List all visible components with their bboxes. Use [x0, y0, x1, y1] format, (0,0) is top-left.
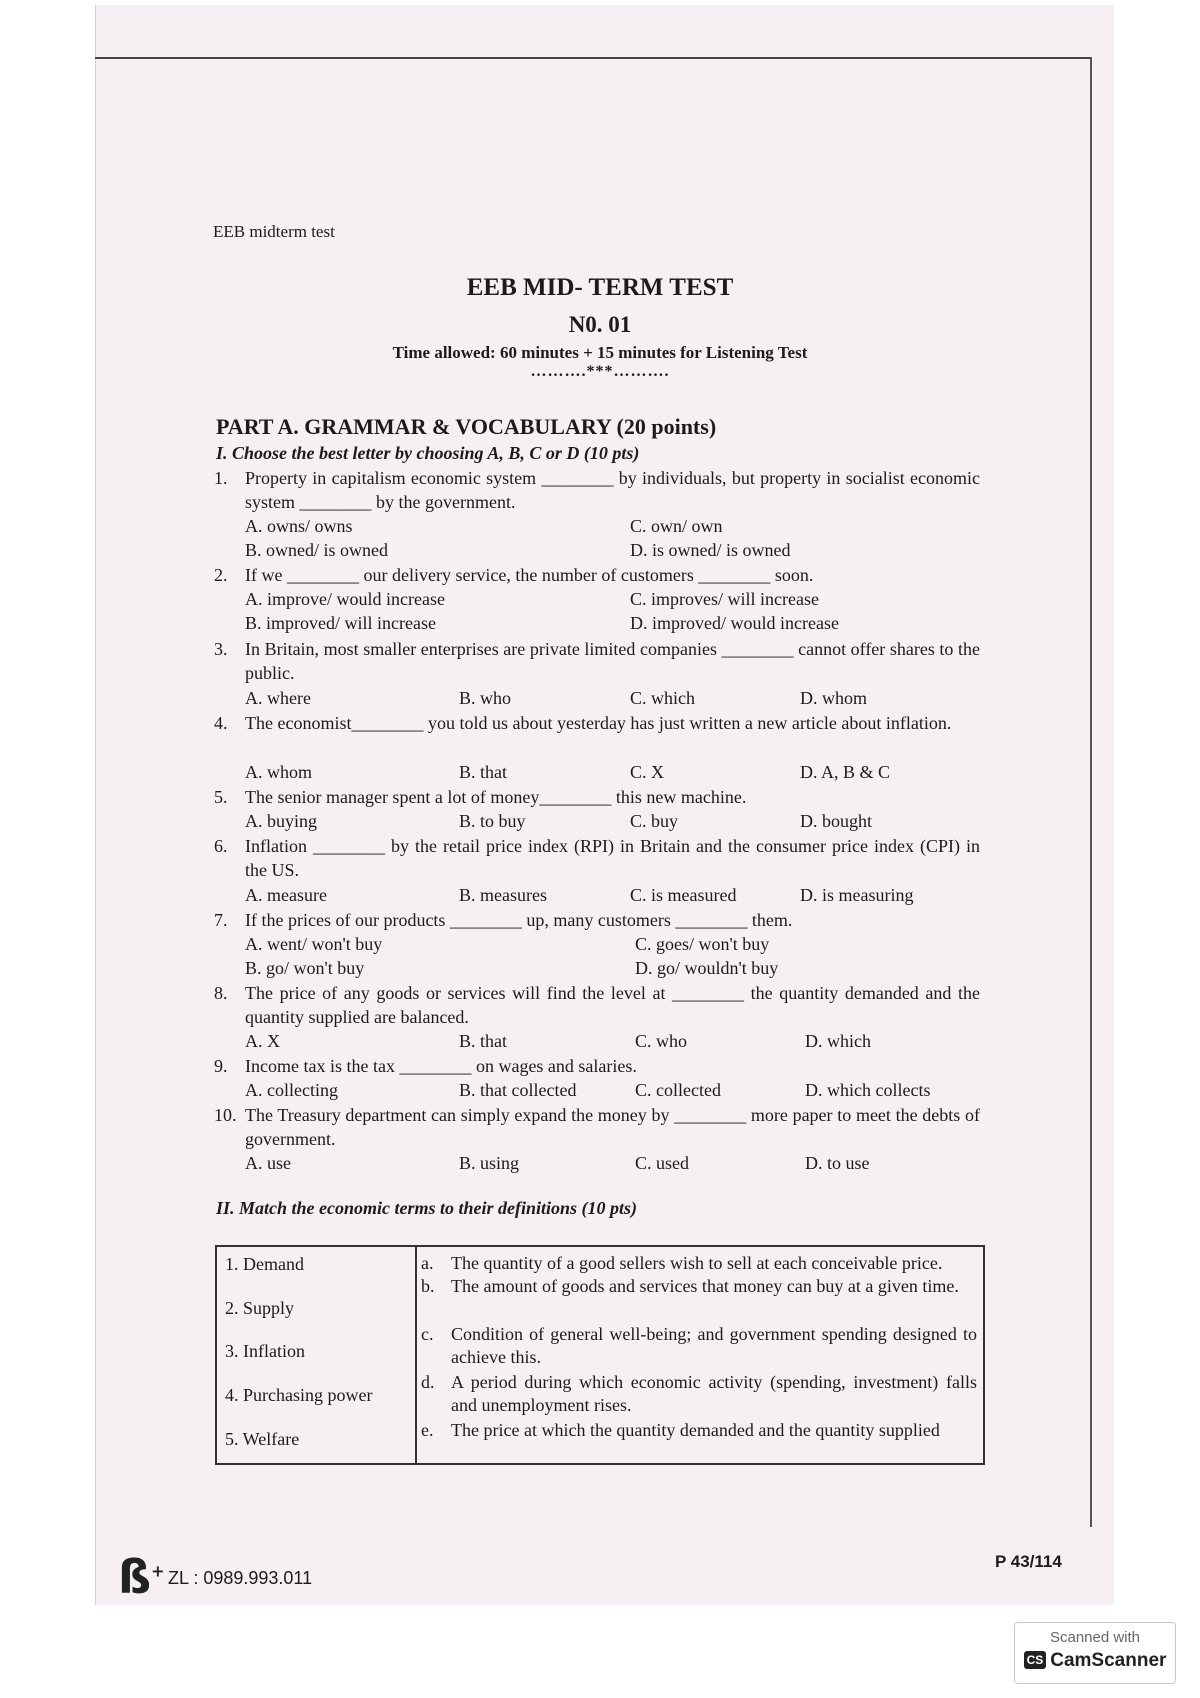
option-d: D. go/ wouldn't buy — [635, 958, 779, 978]
option-d: D. A, B & C — [800, 762, 891, 782]
question-text: Inflation ________ by the retail price index (RPI) in Britain and the consumer price index (CPI) in the US. — [245, 836, 980, 880]
option-d: D. is measuring — [800, 885, 914, 905]
option-d: D. to use — [805, 1153, 870, 1173]
question-number: 10. — [214, 1105, 237, 1125]
option-b: B. go/ won't buy — [245, 958, 365, 978]
term-supply: 2. Supply — [225, 1298, 295, 1318]
test-title: EEB MID- TERM TEST — [466, 274, 734, 301]
question-10 — [214, 1103, 980, 1151]
question-5 — [214, 785, 980, 809]
watermark-line1: Scanned with — [1049, 1629, 1141, 1646]
question-number: 2. — [214, 565, 228, 585]
section2-title: II. Match the economic terms to their definitions (10 pts) — [216, 1198, 638, 1218]
definition-letter: d. — [421, 1372, 435, 1392]
table-divider — [415, 1247, 417, 1463]
definition-b — [421, 1275, 977, 1298]
option-a: A. use — [245, 1153, 291, 1173]
separator: ……….***………. — [530, 363, 670, 380]
definition-letter: c. — [421, 1324, 434, 1344]
question-text: In Britain, most smaller enterprises are private limited companies ________ cannot offer shares to the public. — [245, 639, 980, 683]
option-d: D. which — [805, 1031, 871, 1051]
definition-text: The quantity of a good sellers wish to sell at each conceivable price. — [451, 1253, 943, 1273]
option-a: A. collecting — [245, 1080, 338, 1100]
question-number: 4. — [214, 713, 228, 733]
test-number: N0. 01 — [568, 312, 632, 337]
option-d: D. whom — [800, 688, 867, 708]
term-welfare: 5. Welfare — [225, 1429, 300, 1449]
page-number: P 43/114 — [995, 1552, 1062, 1571]
question-2 — [214, 563, 980, 587]
definition-text: Condition of general well-being; and government spending designed to achieve this. — [451, 1324, 977, 1367]
question-8 — [214, 981, 980, 1029]
option-c: C. is measured — [630, 885, 737, 905]
question-number: 7. — [214, 910, 228, 930]
option-a: A. improve/ would increase — [245, 589, 445, 609]
question-text: The price of any goods or services will find the level at ________ the quantity demanded and the quantity supplied are balanced. — [245, 983, 980, 1027]
time-allowed: Time allowed: 60 minutes + 15 minutes for Listening Test — [392, 343, 808, 362]
question-number: 6. — [214, 836, 228, 856]
camscanner-icon: CS — [1024, 1651, 1047, 1669]
option-a: A. buying — [245, 811, 317, 831]
watermark-brand: CamScanner — [1050, 1650, 1167, 1671]
question-text: The economist________ you told us about yesterday has just written a new article about inflation. — [245, 713, 952, 733]
question-number: 3. — [214, 639, 228, 659]
option-c: C. which — [630, 688, 695, 708]
question-text: Income tax is the tax ________ on wages and salaries. — [245, 1056, 637, 1076]
option-b: B. owned/ is owned — [245, 540, 388, 560]
question-number: 9. — [214, 1056, 228, 1076]
option-c: C. goes/ won't buy — [635, 934, 770, 954]
option-a: A. whom — [245, 762, 312, 782]
definition-letter: b. — [421, 1276, 435, 1296]
term-purchasing-power: 4. Purchasing power — [225, 1385, 373, 1405]
contact-number: ZL : 0989.993.011 — [168, 1568, 313, 1588]
option-c: C. own/ own — [630, 516, 723, 536]
option-a: A. owns/ owns — [245, 516, 353, 536]
part-a-title: PART A. GRAMMAR & VOCABULARY (20 points) — [216, 414, 717, 439]
definition-text: The price at which the quantity demanded and the quantity supplied — [451, 1420, 940, 1440]
definition-letter: a. — [421, 1253, 434, 1273]
option-a: A. where — [245, 688, 311, 708]
option-d: D. is owned/ is owned — [630, 540, 791, 560]
publisher-logo — [118, 1550, 165, 1604]
definition-text: The amount of goods and services that money can buy at a given time. — [451, 1276, 959, 1296]
option-b: B. measures — [459, 885, 547, 905]
definition-a — [421, 1252, 977, 1275]
question-7 — [214, 908, 980, 932]
option-c: C. buy — [630, 811, 679, 831]
question-number: 8. — [214, 983, 228, 1003]
definition-c — [421, 1323, 977, 1369]
section1-title: I. Choose the best letter by choosing A, B, C or D (10 pts) — [216, 443, 640, 463]
term-inflation: 3. Inflation — [225, 1341, 305, 1361]
option-a: A. X — [245, 1031, 280, 1051]
definition-letter: e. — [421, 1420, 434, 1440]
question-text: If the prices of our products ________ up, many customers ________ them. — [245, 910, 793, 930]
option-d: D. bought — [800, 811, 872, 831]
question-text: Property in capitalism economic system ________ by individuals, but property in socialist economic system ________ by the government. — [245, 468, 980, 512]
option-c: C. improves/ will increase — [630, 589, 819, 609]
option-c: C. X — [630, 762, 665, 782]
option-b: B. using — [459, 1153, 520, 1173]
option-a: A. measure — [245, 885, 327, 905]
option-b: B. to buy — [459, 811, 526, 831]
option-b: B. that — [459, 1031, 507, 1051]
question-number: 1. — [214, 468, 228, 488]
question-text: The senior manager spent a lot of money________ this new machine. — [245, 787, 747, 807]
definition-d — [421, 1371, 977, 1417]
option-c: C. collected — [635, 1080, 721, 1100]
option-b: B. who — [459, 688, 512, 708]
option-c: C. used — [635, 1153, 689, 1173]
logo-plus: + — [151, 1561, 165, 1581]
option-a: A. went/ won't buy — [245, 934, 383, 954]
option-b: B. that collected — [459, 1080, 577, 1100]
question-text: The Treasury department can simply expand the money by ________ more paper to meet the debts of government. — [245, 1105, 980, 1149]
definition-e — [421, 1419, 977, 1442]
watermark-line2 — [1015, 1650, 1175, 1672]
running-header: EEB midterm test — [213, 222, 335, 241]
option-b: B. that — [459, 762, 507, 782]
option-c: C. who — [635, 1031, 688, 1051]
question-text: If we ________ our delivery service, the number of customers ________ soon. — [245, 565, 814, 585]
matching-table — [215, 1245, 985, 1465]
option-d: D. which collects — [805, 1080, 931, 1100]
question-4 — [214, 711, 980, 735]
question-9 — [214, 1054, 980, 1078]
option-d: D. improved/ would increase — [630, 613, 839, 633]
question-number: 5. — [214, 787, 228, 807]
definition-text: A period during which economic activity (spending, investment) falls and unemployment rises. — [451, 1372, 977, 1415]
term-demand: 1. Demand — [225, 1254, 304, 1274]
question-3 — [214, 637, 980, 685]
logo-mark: ß — [118, 1550, 152, 1604]
page-border-top — [95, 57, 1090, 59]
question-1 — [214, 466, 980, 514]
camscanner-watermark — [1014, 1622, 1176, 1684]
question-6 — [214, 834, 980, 882]
option-b: B. improved/ will increase — [245, 613, 436, 633]
